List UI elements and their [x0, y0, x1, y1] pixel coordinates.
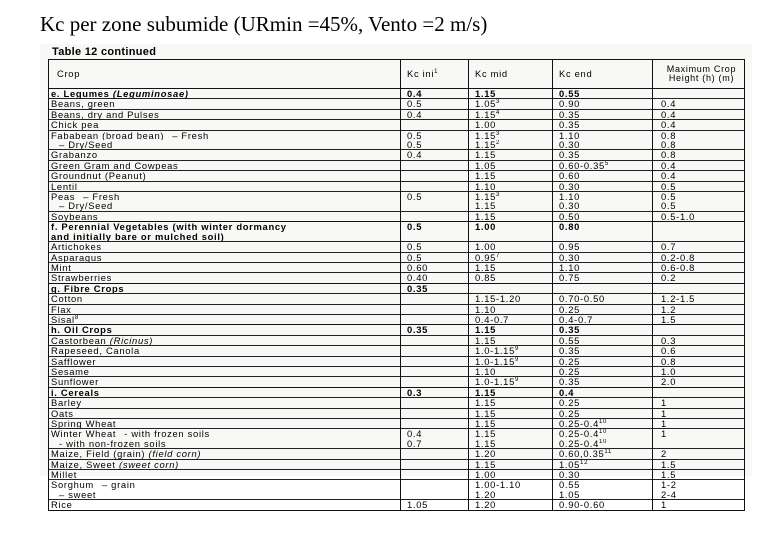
crop-height-cell: 1: [653, 419, 745, 429]
crop-height-cell: 1.5: [653, 459, 745, 469]
kc-end-cell: 0.25: [553, 398, 653, 408]
table-row: [49, 459, 745, 469]
kc-ini-cell: [401, 232, 469, 242]
kc-end-cell: 0.30: [553, 252, 653, 262]
kc-mid-cell: [469, 232, 553, 242]
crop-cell: Chick pea: [49, 120, 401, 130]
kc-end-cell: 0.30: [553, 140, 653, 150]
kc-mid-cell: 1.15-1.20: [469, 294, 553, 304]
kc-mid-cell: 1.15: [469, 429, 553, 439]
kc-mid-cell: [469, 283, 553, 293]
table-row: [49, 160, 745, 170]
kc-end-cell: 0.95: [553, 242, 653, 252]
crop-height-cell: [653, 232, 745, 242]
crop-cell: Safflower: [49, 356, 401, 366]
crop-height-cell: 2.0: [653, 377, 745, 387]
table-row: [49, 201, 745, 211]
table-row: [49, 398, 745, 408]
crop-cell: - with non-frozen soils: [49, 439, 401, 449]
kc-mid-cell: 1.15: [469, 335, 553, 345]
table-row: [49, 480, 745, 490]
kc-mid-cell: 0.85: [469, 273, 553, 283]
header-kc-end: Kc end: [553, 60, 653, 89]
kc-mid-cell: 1.05$^3$: [469, 99, 553, 109]
crop-cell: Beans, green: [49, 99, 401, 109]
crop-height-cell: [653, 283, 745, 293]
kc-end-cell: 0.4: [553, 387, 653, 397]
kc-ini-cell: 0.3: [401, 387, 469, 397]
crop-cell: f. Perennial Vegetables (with winter dormancy: [49, 222, 401, 232]
crop-cell: Sunflower: [49, 377, 401, 387]
kc-ini-cell: 0.5: [401, 222, 469, 232]
kc-mid-cell: 0.4-0.7: [469, 314, 553, 324]
crop-height-cell: [653, 387, 745, 397]
kc-ini-cell: 0.60: [401, 262, 469, 272]
kc-ini-cell: [401, 201, 469, 211]
table-row: [49, 294, 745, 304]
crop-height-cell: 0.6-0.8: [653, 262, 745, 272]
kc-mid-cell: 1.20: [469, 449, 553, 459]
table-row: [49, 150, 745, 160]
kc-mid-cell: 1.00: [469, 242, 553, 252]
kc-end-cell: 0.55: [553, 89, 653, 99]
kc-end-cell: 0.35: [553, 109, 653, 119]
kc-ini-cell: [401, 398, 469, 408]
kc-end-cell: 0.25: [553, 304, 653, 314]
crop-cell: Sesame: [49, 366, 401, 376]
kc-mid-cell: 1.15$^3$: [469, 192, 553, 202]
crop-cell: – Dry/Seed: [49, 140, 401, 150]
crop-height-cell: 0.5: [653, 181, 745, 191]
table-row: [49, 449, 745, 459]
kc-ini-cell: 0.35: [401, 283, 469, 293]
kc-mid-cell: 0.95$^7$: [469, 252, 553, 262]
crop-cell: – sweet: [49, 490, 401, 500]
table-row: [49, 470, 745, 480]
crop-cell: Mint: [49, 262, 401, 272]
kc-ini-cell: 0.4: [401, 109, 469, 119]
table-row: [49, 377, 745, 387]
kc-table: [48, 59, 745, 511]
kc-mid-cell: 1.10: [469, 366, 553, 376]
crop-cell: Peas – Fresh: [49, 192, 401, 202]
kc-mid-cell: 1.15$^3$: [469, 130, 553, 140]
kc-mid-cell: 1.15$^2$: [469, 140, 553, 150]
kc-ini-cell: [401, 160, 469, 170]
crop-height-cell: 1: [653, 429, 745, 439]
header-kc-ini: Kc ini$^1$: [401, 60, 469, 89]
kc-ini-cell: [401, 346, 469, 356]
kc-mid-cell: 1.0-1.15$^9$: [469, 346, 553, 356]
crop-cell: Flax: [49, 304, 401, 314]
crop-height-cell: 0.4: [653, 109, 745, 119]
kc-ini-cell: 0.5: [401, 192, 469, 202]
kc-ini-cell: 0.4: [401, 429, 469, 439]
crop-height-cell: 2-4: [653, 490, 745, 500]
crop-cell: Green Gram and Cowpeas: [49, 160, 401, 170]
kc-end-cell: 0.4-0.7: [553, 314, 653, 324]
crop-cell: Sorghum – grain: [49, 480, 401, 490]
table-row: [49, 419, 745, 429]
kc-ini-cell: 1.05: [401, 500, 469, 510]
kc-ini-cell: [401, 304, 469, 314]
crop-height-cell: [653, 222, 745, 232]
kc-mid-cell: 1.00: [469, 222, 553, 232]
table-row: [49, 252, 745, 262]
crop-cell: Artichokes: [49, 242, 401, 252]
kc-end-cell: [553, 283, 653, 293]
kc-mid-cell: 1.10: [469, 304, 553, 314]
table-row: [49, 99, 745, 109]
crop-cell: Soybeans: [49, 211, 401, 221]
kc-ini-cell: [401, 314, 469, 324]
table-row: [49, 211, 745, 221]
kc-ini-cell: [401, 480, 469, 490]
kc-end-cell: 0.25: [553, 408, 653, 418]
kc-ini-cell: 0.5: [401, 130, 469, 140]
kc-ini-cell: [401, 419, 469, 429]
table-row: [49, 500, 745, 510]
header-crop: Crop: [49, 60, 401, 89]
kc-ini-cell: [401, 377, 469, 387]
crop-cell: Rapeseed, Canola: [49, 346, 401, 356]
crop-cell: and initially bare or mulched soil): [49, 232, 401, 242]
kc-end-cell: 0.80: [553, 222, 653, 232]
kc-ini-cell: 0.40: [401, 273, 469, 283]
kc-mid-cell: 1.15: [469, 459, 553, 469]
kc-mid-cell: 1.15: [469, 325, 553, 335]
table-row: [49, 140, 745, 150]
kc-mid-cell: 1.15: [469, 89, 553, 99]
kc-end-cell: $0.25-0.4^{10}$: [553, 419, 653, 429]
table-row: [49, 262, 745, 272]
kc-ini-cell: [401, 459, 469, 469]
crop-height-cell: 1: [653, 408, 745, 418]
kc-mid-cell: 1.00-1.10: [469, 480, 553, 490]
table-row: [49, 171, 745, 181]
header-kc-mid: Kc mid: [469, 60, 553, 89]
table-row: [49, 304, 745, 314]
kc-ini-cell: [401, 294, 469, 304]
scanned-table-image: [40, 44, 752, 511]
slide-title: Kc per zone subumide (URmin =45%, Vento =2 m/s): [40, 12, 488, 36]
kc-end-cell: 0.30: [553, 201, 653, 211]
table-row: [49, 366, 745, 376]
crop-height-cell: 0.8: [653, 140, 745, 150]
kc-end-cell: 0.25: [553, 366, 653, 376]
crop-height-cell: [653, 325, 745, 335]
table-row: [49, 232, 745, 242]
kc-end-cell: 0.55: [553, 335, 653, 345]
kc-ini-cell: [401, 356, 469, 366]
kc-ini-cell: 0.5: [401, 99, 469, 109]
crop-height-cell: 0.5: [653, 201, 745, 211]
crop-height-cell: 0.2: [653, 273, 745, 283]
kc-end-cell: 1.10: [553, 262, 653, 272]
crop-cell: Rice: [49, 500, 401, 510]
kc-end-cell: 0.60,0.35$^{11}$: [553, 449, 653, 459]
crop-cell: Spring Wheat: [49, 419, 401, 429]
crop-cell: Cotton: [49, 294, 401, 304]
kc-end-cell: 0.35: [553, 120, 653, 130]
kc-end-cell: 0.30: [553, 181, 653, 191]
table-row: [49, 130, 745, 140]
kc-end-cell: 0.35: [553, 150, 653, 160]
crop-cell: Oats: [49, 408, 401, 418]
kc-ini-cell: 0.4: [401, 89, 469, 99]
kc-ini-cell: 0.5: [401, 242, 469, 252]
table-row: [49, 439, 745, 449]
kc-end-cell: 0.90: [553, 99, 653, 109]
kc-ini-cell: 0.5: [401, 140, 469, 150]
crop-height-cell: 1: [653, 500, 745, 510]
crop-cell: g. Fibre Crops: [49, 283, 401, 293]
kc-mid-cell: 1.10: [469, 181, 553, 191]
table-row: [49, 408, 745, 418]
kc-mid-cell: 1.15: [469, 419, 553, 429]
kc-end-cell: 0.75: [553, 273, 653, 283]
crop-cell: Castorbean (Ricinus): [49, 335, 401, 345]
table-row: [49, 109, 745, 119]
crop-height-cell: [653, 439, 745, 449]
table-row: [49, 283, 745, 293]
kc-mid-cell: 1.15: [469, 262, 553, 272]
kc-mid-cell: 1.15: [469, 408, 553, 418]
kc-ini-cell: [401, 171, 469, 181]
crop-height-cell: 1.2-1.5: [653, 294, 745, 304]
kc-ini-cell: [401, 181, 469, 191]
kc-mid-cell: 1.15: [469, 439, 553, 449]
crop-cell: Millet: [49, 470, 401, 480]
kc-ini-cell: [401, 470, 469, 480]
crop-height-cell: 0.7: [653, 242, 745, 252]
crop-cell: Sisal$^8$: [49, 314, 401, 324]
kc-end-cell: 0.25: [553, 356, 653, 366]
crop-cell: Beans, dry and Pulses: [49, 109, 401, 119]
crop-cell: Lentil: [49, 181, 401, 191]
kc-end-cell: 0.90-0.60: [553, 500, 653, 510]
crop-height-cell: 0.4: [653, 120, 745, 130]
crop-cell: Strawberries: [49, 273, 401, 283]
crop-height-cell: 0.5-1.0: [653, 211, 745, 221]
kc-ini-cell: 0.5: [401, 252, 469, 262]
kc-mid-cell: 1.0-1.15$^9$: [469, 377, 553, 387]
crop-height-cell: 0.2-0.8: [653, 252, 745, 262]
kc-mid-cell: 1.15: [469, 387, 553, 397]
table-header-row: [49, 60, 745, 89]
crop-cell: i. Cereals: [49, 387, 401, 397]
crop-height-cell: 2: [653, 449, 745, 459]
kc-mid-cell: 1.15: [469, 201, 553, 211]
table-row: [49, 181, 745, 191]
kc-end-cell: 1.10: [553, 192, 653, 202]
kc-ini-cell: [401, 408, 469, 418]
kc-end-cell: 1.10: [553, 130, 653, 140]
kc-mid-cell: 1.05: [469, 160, 553, 170]
kc-mid-cell: 1.20: [469, 490, 553, 500]
kc-mid-cell: 1.0-1.15$^9$: [469, 356, 553, 366]
crop-cell: h. Oil Crops: [49, 325, 401, 335]
kc-ini-cell: [401, 335, 469, 345]
crop-cell: Asparagus: [49, 252, 401, 262]
table-row: [49, 89, 745, 99]
crop-height-cell: 1: [653, 398, 745, 408]
kc-ini-cell: [401, 120, 469, 130]
kc-end-cell: $0.25-0.4^{10}$: [553, 429, 653, 439]
crop-height-cell: 0.3: [653, 335, 745, 345]
crop-height-cell: 1.5: [653, 314, 745, 324]
kc-end-cell: [553, 232, 653, 242]
table-row: [49, 325, 745, 335]
crop-cell: Grabanzo: [49, 150, 401, 160]
kc-ini-cell: [401, 211, 469, 221]
kc-end-cell: 0.55: [553, 480, 653, 490]
kc-ini-cell: 0.4: [401, 150, 469, 160]
crop-cell: Fababean (broad bean) – Fresh: [49, 130, 401, 140]
kc-end-cell: 0.30: [553, 470, 653, 480]
crop-height-cell: [653, 89, 745, 99]
table-caption: Table 12 continued: [52, 46, 157, 58]
kc-mid-cell: 1.15: [469, 211, 553, 221]
crop-height-cell: 0.8: [653, 130, 745, 140]
crop-height-cell: 0.5: [653, 192, 745, 202]
kc-end-cell: $0.25-0.4^{10}$: [553, 439, 653, 449]
crop-cell: e. Legumes (Leguminosae): [49, 89, 401, 99]
table-row: [49, 346, 745, 356]
kc-mid-cell: 1.15$^4$: [469, 109, 553, 119]
table-row: [49, 120, 745, 130]
table-row: [49, 490, 745, 500]
crop-height-cell: 1.0: [653, 366, 745, 376]
table-body: [49, 89, 745, 511]
table-row: [49, 314, 745, 324]
kc-end-cell: 0.60: [553, 171, 653, 181]
crop-cell: – Dry/Seed: [49, 201, 401, 211]
kc-end-cell: 1.05: [553, 490, 653, 500]
crop-height-cell: 0.4: [653, 99, 745, 109]
kc-end-cell: 0.35: [553, 346, 653, 356]
kc-ini-cell: [401, 366, 469, 376]
kc-end-cell: 0.60-0.35$^5$: [553, 160, 653, 170]
crop-cell: Groundnut (Peanut): [49, 171, 401, 181]
crop-height-cell: 0.4: [653, 160, 745, 170]
kc-ini-cell: 0.35: [401, 325, 469, 335]
kc-mid-cell: 1.00: [469, 470, 553, 480]
table-row: [49, 242, 745, 252]
kc-ini-cell: [401, 490, 469, 500]
crop-height-cell: 0.6: [653, 346, 745, 356]
crop-cell: Barley: [49, 398, 401, 408]
table-row: [49, 429, 745, 439]
table-row: [49, 356, 745, 366]
crop-height-cell: 1.5: [653, 470, 745, 480]
kc-mid-cell: 1.00: [469, 120, 553, 130]
crop-height-cell: 0.8: [653, 150, 745, 160]
kc-ini-cell: [401, 449, 469, 459]
crop-height-cell: 0.4: [653, 171, 745, 181]
kc-end-cell: 0.50: [553, 211, 653, 221]
kc-mid-cell: 1.15: [469, 171, 553, 181]
crop-height-cell: 1-2: [653, 480, 745, 490]
kc-mid-cell: 1.15: [469, 398, 553, 408]
kc-end-cell: 1.05$^{12}$: [553, 459, 653, 469]
kc-end-cell: 0.70-0.50: [553, 294, 653, 304]
crop-height-cell: 0.8: [653, 356, 745, 366]
table-row: [49, 192, 745, 202]
table-row: [49, 222, 745, 232]
crop-height-cell: 1.2: [653, 304, 745, 314]
kc-end-cell: 0.35: [553, 377, 653, 387]
kc-mid-cell: 1.20: [469, 500, 553, 510]
kc-mid-cell: 1.15: [469, 150, 553, 160]
table-row: [49, 273, 745, 283]
crop-cell: Winter Wheat - with frozen soils: [49, 429, 401, 439]
kc-ini-cell: 0.7: [401, 439, 469, 449]
table-row: [49, 387, 745, 397]
crop-cell: Maize, Field (grain) (field corn): [49, 449, 401, 459]
header-max-crop-height: Maximum Crop Height (h) (m): [653, 60, 745, 89]
crop-cell: Maize, Sweet (sweet corn): [49, 459, 401, 469]
table-row: [49, 335, 745, 345]
kc-end-cell: 0.35: [553, 325, 653, 335]
